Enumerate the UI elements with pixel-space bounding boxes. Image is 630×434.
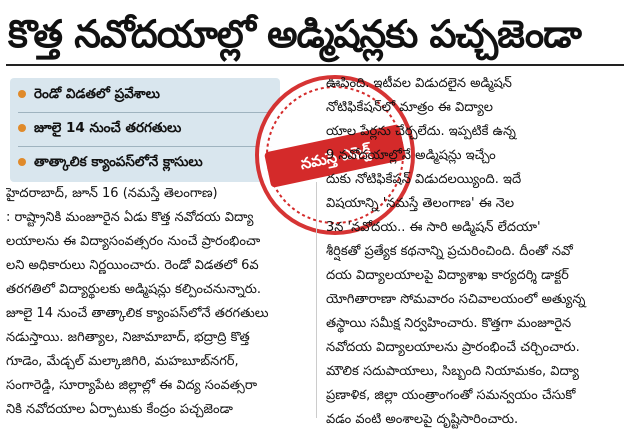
dateline: హైదరాబాద్, జూన్ 16 (నమస్తే తెలంగాణ): [6, 186, 218, 201]
highlight-text: తాత్కాలిక క్యాంపస్‌లోనే క్లాసులు: [34, 154, 203, 170]
right-column: [326, 72, 624, 432]
svg-text:నమస్తే ఎఫెక్ట్: నమస్తే ఎఫెక్ట్: [298, 140, 373, 174]
body-line: యోగితారాణా సోమవారం సచివాలయంలో అత్యున్న: [326, 292, 586, 307]
body-line: సంగారెడ్డి, సూర్యాపేట జిల్లాల్లో ఈ విద్య సంవత్సరా: [6, 378, 257, 393]
body-line: 3న 'నవోదయ.. ఈ సారి అడ్మిషన్ లేదయా': [326, 220, 541, 235]
body-line: దయ విద్యాలయాలపై విద్యాశాఖ కార్యదర్శి డాక్టర్: [326, 268, 569, 283]
body-line: లయాలను ఈ విద్యాసంవత్సరం నుంచే ప్రారంభించా: [6, 234, 261, 249]
bullet-icon: [18, 90, 26, 98]
highlight-item: [18, 86, 160, 105]
body-line: 9 నవోదయాల్లోనే అడ్మిషన్లు ఇచ్చేం: [326, 148, 496, 163]
headline-rule: [6, 64, 624, 66]
body-line: : రాష్ట్రానికి మంజూరైన ఏడు కొత్త నవోదయ విద్యా: [6, 210, 254, 225]
body-line: వడం వంటి అంశాలపై దృష్టిసారించారు.: [326, 412, 519, 427]
body-line: శీర్షికతో ప్రత్యేక కథనాన్ని ప్రచురించింది. దీంతో నవో: [326, 244, 573, 259]
body-line: యాల పేర్లను చేర్చలేదు. ఇప్పటికే ఉన్న: [326, 124, 516, 139]
highlight-item: [18, 120, 181, 139]
bullet-icon: [18, 124, 26, 132]
bullet-icon: [18, 158, 26, 166]
highlight-text: రెండో విడతలో ప్రవేశాలు: [34, 86, 160, 102]
body-line: దుకు నోటిఫికేషన్ విడుదలయ్యింది. ఇదే: [326, 172, 522, 187]
highlight-item: [18, 154, 203, 173]
body-line: ప్రణాళిక, జిల్లా యంత్రాంగంతో సమన్వయం చేసుకో: [326, 388, 576, 403]
left-column: [6, 182, 308, 422]
highlight-divider: [18, 146, 272, 147]
column-divider: [316, 182, 317, 418]
highlight-divider: [18, 112, 272, 113]
highlights-box: [10, 78, 280, 182]
body-line: నడుస్తాయి. జగిత్యాల, నిజామాబాద్, భద్రాద్రి కొత్త: [6, 330, 250, 345]
body-line: తస్థాయి సమీక్ష నిర్వహించారు. కొత్తగా మంజూరైన: [326, 316, 572, 331]
body-line: నోటిఫికేషన్‌లో మాత్రం ఈ విద్యాల: [326, 100, 493, 115]
body-line: గూడెం, మేడ్చల్ మల్కాజిగిరి, మహబూబ్‌నగర్,: [6, 354, 239, 369]
body-line: తరగతిలో విద్యార్థులకు అడ్మిషన్లు కల్పించనున్నారు.: [6, 282, 262, 297]
body-line: లని అధికారులు నిర్ణయించారు. రెండో విడతలో 6వ: [6, 258, 259, 273]
body-line: జూలై 14 నుంచే తాత్కాలిక క్యాంపస్‌లోనే తరగతులు: [6, 306, 269, 321]
body-line: నికి నవోదయాల ఏర్పాటుకు కేంద్రం పచ్చజెండా: [6, 402, 233, 417]
highlight-text: జూలై 14 నుంచే తరగతులు: [34, 120, 182, 136]
body-line: నవోదయ విద్యాలయాలను ప్రారంభించే చర్చించారు.: [326, 340, 580, 355]
body-line: మౌలిక సదుపాయాలు, సిబ్బంది నియామకం, విద్యా: [326, 364, 579, 379]
body-line: విషయాన్ని 'నమస్తే తెలంగాణ' ఈ నెల: [326, 196, 515, 211]
body-line: ఊపింది. ఇటీవల విడుదలైన అడ్మిషన్: [326, 76, 512, 91]
headline: కొత్త నవోదయాల్లో అడ్మిషన్లకు పచ్చజెండా: [8, 12, 581, 56]
